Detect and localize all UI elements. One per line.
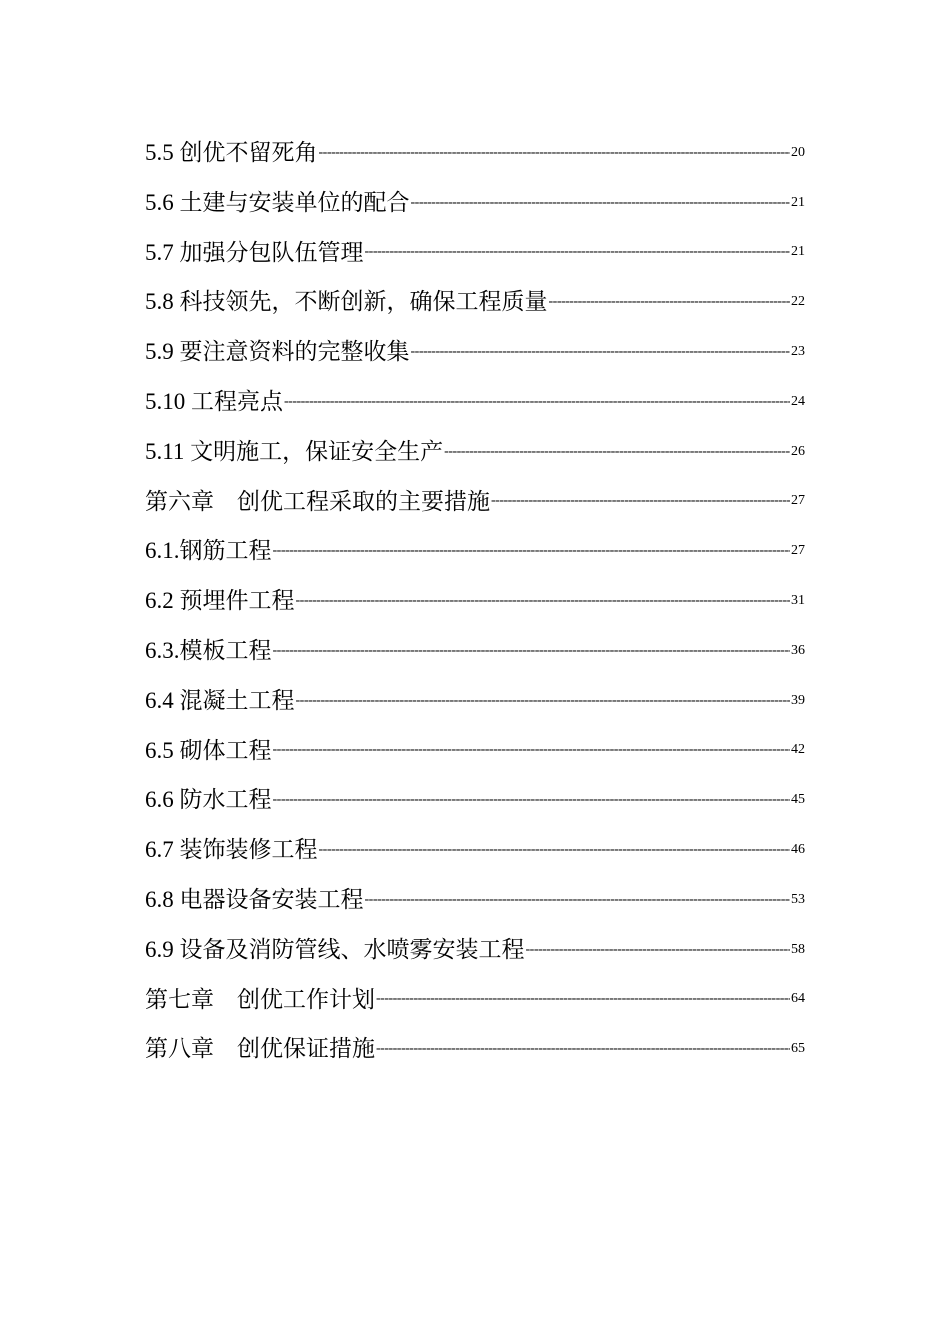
toc-entry-title <box>145 626 272 677</box>
toc-entry-number: 6.3. <box>145 637 180 663</box>
toc-entry[interactable] <box>145 526 805 576</box>
toc-entry-number: 5.10 <box>145 388 191 414</box>
toc-leader <box>444 445 790 459</box>
toc-entry-text: 设备及消防管线、水喷雾安装工程 <box>179 936 525 963</box>
toc-leader <box>273 793 791 807</box>
toc-entry[interactable] <box>145 228 805 278</box>
toc-entry-title <box>145 427 443 478</box>
toc-entry[interactable] <box>145 576 805 626</box>
toc-entry[interactable] <box>145 626 805 676</box>
toc-entry-text: 工程亮点 <box>191 388 283 415</box>
toc-entry-title <box>145 925 525 976</box>
toc-page-number: 31 <box>791 592 805 608</box>
toc-entry-text: 预埋件工程 <box>179 588 295 615</box>
toc-leader <box>284 395 790 409</box>
toc-page-number: 21 <box>791 194 805 210</box>
toc-leader <box>273 544 791 558</box>
toc-entry[interactable] <box>145 377 805 427</box>
toc-entry-number: 6.7 <box>145 837 180 863</box>
toc-entry-title <box>145 277 548 328</box>
toc-entry[interactable] <box>145 726 805 776</box>
toc-page-number: 22 <box>791 294 805 310</box>
toc-entry-title <box>145 477 490 528</box>
toc-entry[interactable] <box>145 775 805 825</box>
toc-entry-title <box>145 825 318 876</box>
toc-leader <box>365 245 791 259</box>
toc-entry[interactable] <box>145 676 805 726</box>
toc-page-number: 27 <box>791 493 805 509</box>
toc-entry-text: 第八章 创优保证措施 <box>145 1036 375 1063</box>
toc-entry[interactable] <box>145 178 805 228</box>
toc-leader <box>319 843 791 857</box>
toc-entry-number: 6.9 <box>145 936 180 962</box>
toc-entry-number: 6.5 <box>145 737 180 763</box>
toc-leader <box>411 345 791 359</box>
toc-page-number: 36 <box>791 642 805 658</box>
toc-leader <box>411 196 791 210</box>
toc-page-number: 21 <box>791 244 805 260</box>
toc-entry-text: 第六章 创优工程采取的主要措施 <box>145 488 490 515</box>
toc-entry-title <box>145 676 295 727</box>
toc-entry-text: 加强分包队伍管理 <box>179 239 364 266</box>
toc-entry-number: 6.1. <box>145 538 180 564</box>
toc-entry-number: 6.4 <box>145 687 180 713</box>
toc-entry[interactable] <box>145 825 805 875</box>
toc-leader <box>365 893 791 907</box>
toc-entry-text: 模板工程 <box>179 637 272 664</box>
toc-entry-number: 6.8 <box>145 886 180 912</box>
toc-entry-title <box>145 178 410 229</box>
toc-entry-text: 混凝土工程 <box>179 687 295 714</box>
toc-entry-title <box>145 576 295 627</box>
toc-entry-number: 6.2 <box>145 588 180 614</box>
toc-entry-title <box>145 726 272 777</box>
toc-entry-number: 5.7 <box>145 239 180 265</box>
toc-leader <box>296 694 791 708</box>
toc-entry-title <box>145 875 364 926</box>
toc-entry-text: 防水工程 <box>179 787 272 814</box>
toc-page-number: 42 <box>791 742 805 758</box>
toc-entry-number: 6.6 <box>145 787 180 813</box>
toc-page-number: 24 <box>791 393 805 409</box>
toc-page-number: 46 <box>791 841 805 857</box>
toc-entry-number: 5.9 <box>145 339 180 365</box>
toc-page-number: 26 <box>791 443 805 459</box>
toc-entry-title <box>145 975 375 1026</box>
toc-chapter-entry[interactable] <box>145 975 805 1025</box>
toc-entry-title <box>145 377 283 428</box>
toc-entry-title <box>145 228 364 279</box>
toc-entry-text: 砌体工程 <box>179 737 272 764</box>
toc-leader <box>273 644 791 658</box>
toc-entry-text: 创优不留死角 <box>179 140 318 166</box>
toc-entry-title <box>145 526 272 577</box>
toc-entry-text: 文明施工，保证安全生产 <box>190 438 444 465</box>
toc-leader <box>319 146 791 160</box>
toc-entry-number: 5.8 <box>145 289 180 315</box>
toc-page-number: 58 <box>791 941 805 957</box>
toc-entry-title <box>145 327 410 378</box>
toc-entry[interactable] <box>145 327 805 377</box>
toc-chapter-entry[interactable] <box>145 1024 805 1074</box>
toc-leader <box>296 594 791 608</box>
toc-entry-text: 科技领先，不断创新，确保工程质量 <box>179 289 548 316</box>
toc-page-number: 45 <box>791 792 805 808</box>
toc-leader <box>526 943 791 957</box>
toc-entry-title <box>145 128 318 179</box>
toc-entry-text: 第七章 创优工作计划 <box>145 986 375 1013</box>
toc-entry-number: 5.5 <box>145 140 180 165</box>
toc-entry-text: 电器设备安装工程 <box>179 886 364 913</box>
toc-entry[interactable] <box>145 277 805 327</box>
toc-entry-text: 要注意资料的完整收集 <box>179 339 410 366</box>
toc-leader <box>376 1042 790 1056</box>
toc-page-number: 20 <box>791 144 805 160</box>
toc-page-number: 53 <box>791 891 805 907</box>
toc-entry[interactable] <box>145 128 805 178</box>
toc-page-number: 23 <box>791 343 805 359</box>
toc-page-number: 27 <box>791 543 805 559</box>
toc-entry-number: 5.11 <box>145 438 191 464</box>
toc-entry-text: 钢筋工程 <box>179 538 272 565</box>
toc-entry-title <box>145 775 272 826</box>
toc-leader <box>491 494 790 508</box>
toc-entry[interactable] <box>145 925 805 975</box>
toc-chapter-entry[interactable] <box>145 477 805 527</box>
toc-entry-number: 5.6 <box>145 189 180 215</box>
toc-entry-title <box>145 1024 375 1075</box>
toc-entry[interactable] <box>145 427 805 477</box>
toc-entry-text: 土建与安装单位的配合 <box>179 189 410 216</box>
toc-page-number: 65 <box>791 1041 805 1057</box>
toc-leader <box>549 295 791 309</box>
toc-entry[interactable] <box>145 875 805 925</box>
toc-page-number: 64 <box>791 991 805 1007</box>
toc-entry-text: 装饰装修工程 <box>179 837 318 864</box>
toc-leader <box>273 743 791 757</box>
table-of-contents <box>145 128 805 1074</box>
toc-leader <box>376 992 790 1006</box>
toc-page-number: 39 <box>791 692 805 708</box>
